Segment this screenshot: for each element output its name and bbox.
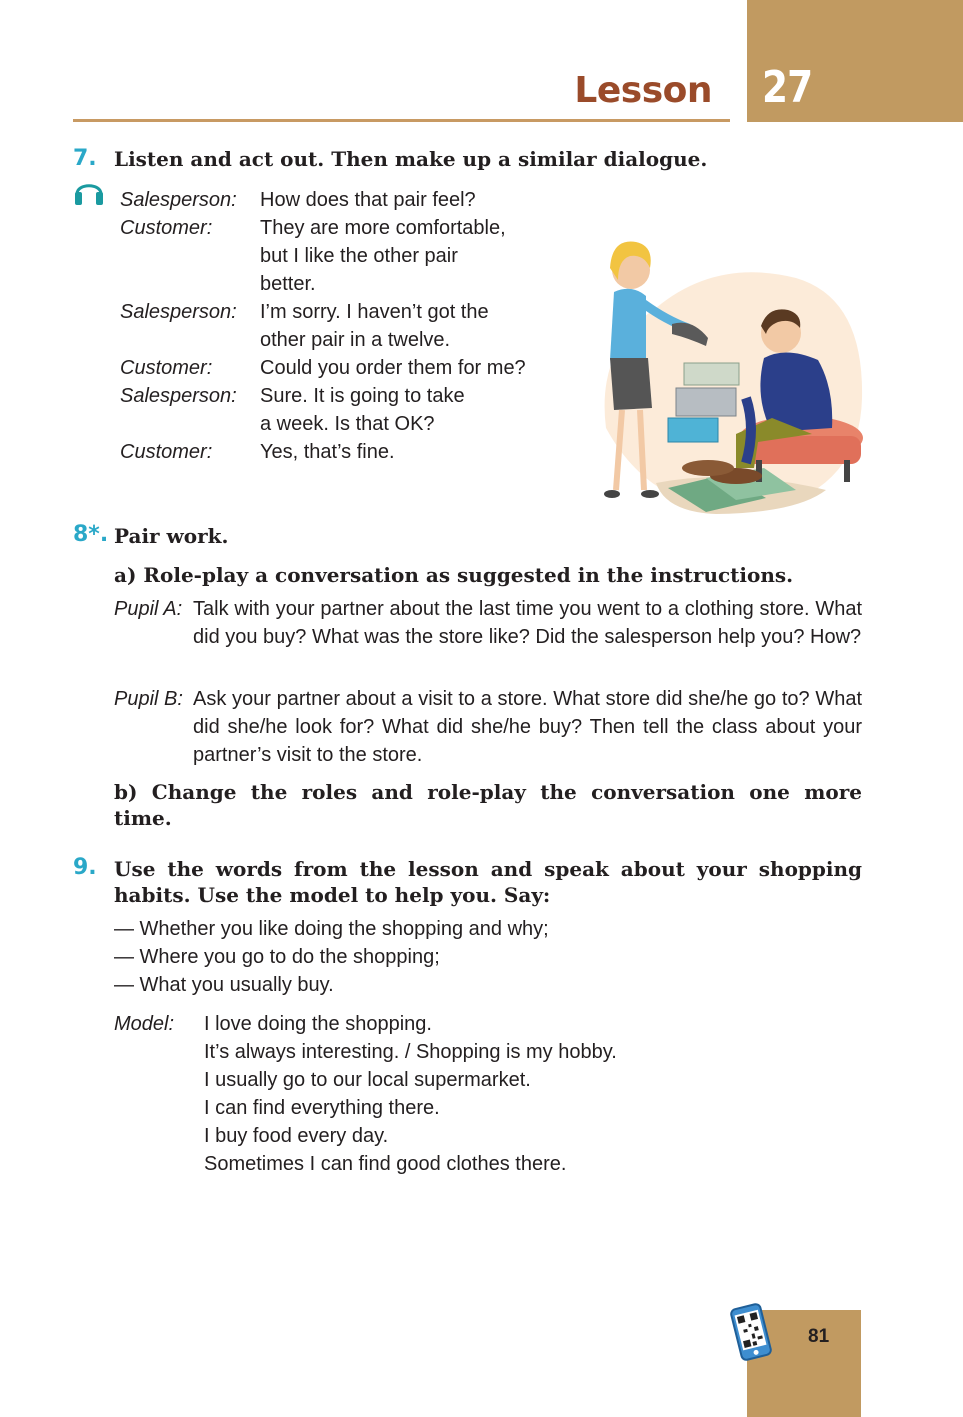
dialogue-line: I’m sorry. I haven’t got the [260, 301, 489, 323]
dialogue-line: a week. Is that OK? [260, 413, 435, 435]
bullet-item: — Where you go to do the shopping; [114, 946, 440, 968]
dialogue-line: Yes, that’s fine. [260, 441, 395, 463]
qr-phone-icon[interactable] [728, 1302, 774, 1362]
dialogue-line: better. [260, 273, 316, 295]
pupil-a-instruction [114, 595, 862, 651]
headphones-icon[interactable] [73, 177, 105, 207]
bullet-item: — Whether you like doing the shopping and why; [114, 918, 549, 940]
dialogue-line: Could you order them for me? [260, 357, 526, 379]
dialogue-speaker: Salesperson: [120, 385, 237, 407]
dialogue-line: other pair in a twelve. [260, 329, 451, 351]
dialogue-speaker: Customer: [120, 217, 213, 239]
dialogue-line: but I like the other pair [260, 245, 458, 267]
model-line: I buy food every day. [204, 1125, 389, 1147]
dialogue-line: How does that pair feel? [260, 189, 476, 211]
model-line: I usually go to our local supermarket. [204, 1069, 531, 1091]
pupil-b-label: Pupil B: [114, 688, 183, 710]
model-label: Model: [114, 1013, 175, 1035]
pupil-a-label: Pupil A: [114, 598, 183, 620]
exercise-9-instruction-cont: habits. Use the model to help you. Say: [114, 883, 551, 907]
bullet-item: — What you usually buy. [114, 974, 334, 996]
model-line: Sometimes I can find good clothes there. [204, 1153, 567, 1175]
exercise-8-part-b: b) Change the roles and role-play the conversation one more [114, 780, 862, 804]
dialogue-speaker: Salesperson: [120, 301, 237, 323]
exercise-8-title: Pair work. [114, 524, 229, 548]
exercise-9-number: 9. [73, 855, 97, 880]
pupil-b-instruction [114, 685, 862, 769]
exercise-8-number: 8*. [73, 522, 109, 547]
header-rule [73, 119, 730, 122]
exercise-8-part-a: a) Role-play a conversation as suggested in the instructions. [114, 563, 794, 587]
shoe-shop-illustration [596, 228, 868, 518]
model-line: I can find everything there. [204, 1097, 440, 1119]
pupil-a-text: Talk with your partner about the last time you went to a clothing store. What did you buy? What was the store like? Did the salesperson help you? How? [193, 598, 862, 648]
lesson-label: Lesson [574, 70, 712, 111]
model-line: It’s always interesting. / Shopping is my hobby. [204, 1041, 617, 1063]
exercise-8-part-b-cont: time. [114, 806, 172, 830]
dialogue-line: Sure. It is going to take [260, 385, 465, 407]
exercise-7-instruction: Listen and act out. Then make up a similar dialogue. [114, 147, 708, 171]
exercise-7-number: 7. [73, 146, 97, 171]
dialogue-line: They are more comfortable, [260, 217, 506, 239]
dialogue-speaker: Customer: [120, 441, 213, 463]
model-line: I love doing the shopping. [204, 1013, 432, 1035]
page-number: 81 [808, 1326, 830, 1347]
dialogue-speaker: Customer: [120, 357, 213, 379]
pupil-b-text: Ask your partner about a visit to a store. What store did she/he go to? What did she/he look for? What did she/he buy? Then tell the class about your partner’s visit to the store. [193, 688, 862, 766]
dialogue-speaker: Salesperson: [120, 189, 237, 211]
exercise-9-instruction: Use the words from the lesson and speak about your shopping [114, 857, 862, 881]
lesson-number: 27 [762, 62, 813, 113]
